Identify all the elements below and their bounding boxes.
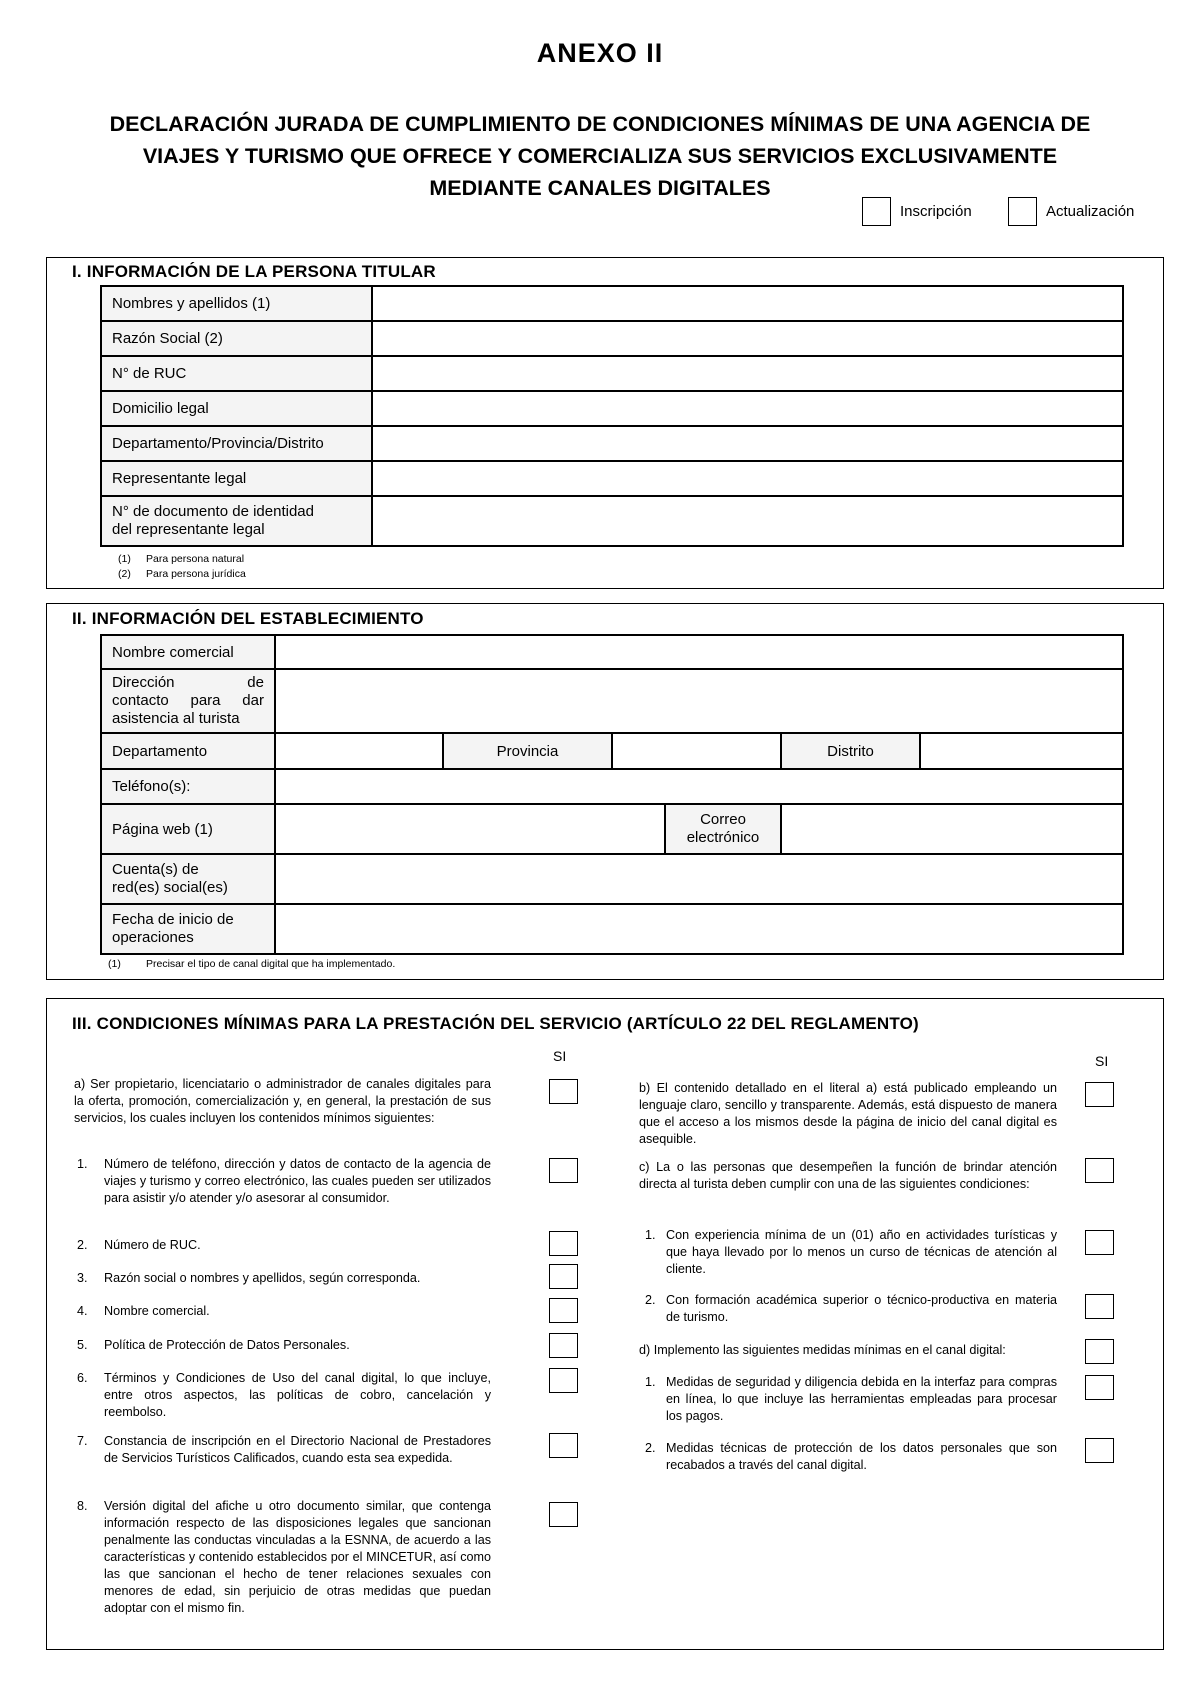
- ruc-field[interactable]: [372, 356, 1123, 391]
- label-direccion-line-1: Dirección de: [112, 674, 264, 691]
- note2-text: Para persona jurídica: [146, 568, 246, 580]
- condition-a4-checkbox[interactable]: [549, 1298, 578, 1323]
- label-redes-line-1: Cuenta(s) de: [112, 861, 199, 878]
- label-distrito: Distrito: [781, 733, 920, 769]
- condition-a: a) Ser propietario, licenciatario o administrador de canales digitales para la oferta, promoción, comercialización y, en general, la prestación de sus servicios, los cuales incluyen los contenidos mínimos siguientes:: [74, 1077, 491, 1125]
- label-pagina-web: Página web (1): [101, 804, 275, 854]
- condition-a3-checkbox[interactable]: [549, 1264, 578, 1289]
- item-number: 7.: [77, 1434, 88, 1448]
- item-number: 1.: [645, 1375, 656, 1389]
- label-correo: [665, 804, 781, 854]
- condition-a2-checkbox[interactable]: [549, 1231, 578, 1256]
- label-telefonos: Teléfono(s):: [101, 769, 275, 804]
- item-text: Razón social o nombres y apellidos, según corresponda.: [104, 1271, 421, 1285]
- condition-a8-checkbox[interactable]: [549, 1502, 578, 1527]
- label-ruc: N° de RUC: [101, 356, 372, 391]
- direccion-contacto-field[interactable]: [275, 669, 1123, 733]
- subtitle-line-2: VIAJES Y TURISMO QUE OFRECE Y COMERCIALIZA SUS SERVICIOS EXCLUSIVAMENTE: [142, 144, 1058, 168]
- condition-a-item-4: [74, 1303, 491, 1320]
- label-redes-sociales: [101, 854, 275, 904]
- condition-a-item-6: [74, 1370, 491, 1421]
- label-documento-line-1: N° de documento de identidad: [112, 503, 314, 520]
- label-direccion-line-3: asistencia al turista: [112, 710, 240, 727]
- condition-a-item-3: [74, 1270, 491, 1287]
- label-nombre-comercial: Nombre comercial: [101, 635, 275, 669]
- condition-c: c) La o las personas que desempeñen la función de brindar atención directa al turista deben cumplir con una de las siguientes condiciones:: [639, 1160, 1057, 1191]
- item-number: 8.: [77, 1499, 88, 1513]
- option-actualizacion[interactable]: [1008, 196, 1134, 226]
- condition-c-checkbox[interactable]: [1085, 1158, 1114, 1183]
- telefonos-field[interactable]: [275, 769, 1123, 804]
- document-subtitle: [60, 108, 1140, 204]
- section1-title: I. INFORMACIÓN DE LA PERSONA TITULAR: [72, 262, 436, 281]
- redes-sociales-field[interactable]: [275, 854, 1123, 904]
- persona-titular-table: [100, 285, 1124, 547]
- label-provincia: Provincia: [443, 733, 612, 769]
- item-text: Versión digital del afiche u otro documento similar, que contenga información respecto de las disposiciones legales que sancionan penalmente las conductas vinculadas a la ESNNA, de acuerdo a las características y contenido establecidos por el MINCETUR, así como las que sancionan el hecho de tener relaciones sexuales con menores de edad, sin perjuicio de otras medidas que puedan adoptar con el mismo fin.: [104, 1499, 491, 1615]
- condition-a-item-7: [74, 1433, 491, 1467]
- item-number: 2.: [77, 1238, 88, 1252]
- section2-note-text: Precisar el tipo de canal digital que ha implementado.: [146, 958, 396, 970]
- condition-d-checkbox[interactable]: [1085, 1339, 1114, 1364]
- label-documento-identidad: [101, 496, 372, 546]
- label-direccion-line-2: contacto para dar: [112, 692, 264, 709]
- condition-a5-checkbox[interactable]: [549, 1333, 578, 1358]
- actualizacion-checkbox[interactable]: [1008, 197, 1037, 226]
- item-number: 1.: [645, 1228, 656, 1242]
- label-fecha-inicio: [101, 904, 275, 954]
- item-text: Términos y Condiciones de Uso del canal digital, lo que incluye, entre otros aspectos, las políticas de cobro, cancelación y reembolso.: [104, 1371, 491, 1419]
- option-inscripcion[interactable]: [862, 196, 972, 226]
- item-number: 5.: [77, 1338, 88, 1352]
- note2-number: (2): [118, 568, 131, 580]
- note1-number: (1): [118, 553, 131, 565]
- item-text: Número de teléfono, dirección y datos de contacto de la agencia de viajes y turismo y correo electrónico, las cuales pueden ser utilizados para asistir y/o atender y/o asesorar al consumidor.: [104, 1157, 491, 1205]
- representante-field[interactable]: [372, 461, 1123, 496]
- condition-a1-checkbox[interactable]: [549, 1158, 578, 1183]
- condition-d-item-2: [639, 1440, 1057, 1474]
- subtitle-line-1: DECLARACIÓN JURADA DE CUMPLIMIENTO DE CONDICIONES MÍNIMAS DE UNA AGENCIA DE: [109, 112, 1091, 136]
- ubicacion-field[interactable]: [372, 426, 1123, 461]
- condition-a-item-2: [74, 1237, 491, 1254]
- label-redes-line-2: red(es) social(es): [112, 879, 228, 896]
- establecimiento-table: [100, 634, 1124, 955]
- condition-c-item-2: [639, 1292, 1057, 1326]
- si-header-left: SI: [553, 1048, 567, 1064]
- condition-b: b) El contenido detallado en el literal a) está publicado empleando un lenguaje claro, sencillo y transparente. Además, está dispuesto de manera que el acceso a los mismos desde la página de inicio del canal digital es asequible.: [639, 1081, 1057, 1146]
- si-header-right: SI: [1095, 1053, 1109, 1069]
- distrito-field[interactable]: [920, 733, 1123, 769]
- item-text: Con formación académica superior o técnico-productiva en materia de turismo.: [666, 1293, 1057, 1324]
- page-title: ANEXO II: [536, 38, 664, 68]
- inscripcion-label: Inscripción: [900, 202, 972, 220]
- label-nombres: Nombres y apellidos (1): [101, 286, 372, 321]
- condition-d1-checkbox[interactable]: [1085, 1375, 1114, 1400]
- item-text: Constancia de inscripción en el Directorio Nacional de Prestadores de Servicios Turísticos Calificados, cuando esta sea expedida.: [104, 1434, 491, 1465]
- correo-field[interactable]: [781, 804, 1123, 854]
- label-fecha-line-2: operaciones: [112, 929, 194, 946]
- label-correo-line-1: Correo: [700, 811, 746, 828]
- item-text: Política de Protección de Datos Personales.: [104, 1338, 350, 1352]
- condition-a-checkbox[interactable]: [549, 1079, 578, 1104]
- section1-notes: [118, 552, 246, 582]
- fecha-inicio-field[interactable]: [275, 904, 1123, 954]
- condition-a-item-1: [74, 1156, 491, 1207]
- inscripcion-checkbox[interactable]: [862, 197, 891, 226]
- condition-a-item-5: [74, 1337, 491, 1354]
- item-number: 3.: [77, 1271, 88, 1285]
- label-ubicacion: Departamento/Provincia/Distrito: [101, 426, 372, 461]
- item-text: Medidas de seguridad y diligencia debida en la interfaz para compras en línea, lo que incluye las herramientas empleadas para procesar los pagos.: [666, 1375, 1057, 1423]
- section2-title: II. INFORMACIÓN DEL ESTABLECIMIENTO: [72, 609, 424, 628]
- item-text: Con experiencia mínima de un (01) año en actividades turísticas y que haya llevado por lo menos un curso de técnicas de atención al cliente.: [666, 1228, 1057, 1276]
- departamento-field[interactable]: [275, 733, 443, 769]
- razon-social-field[interactable]: [372, 321, 1123, 356]
- label-razon-social: Razón Social (2): [101, 321, 372, 356]
- label-domicilio: Domicilio legal: [101, 391, 372, 426]
- condition-a7-checkbox[interactable]: [549, 1433, 578, 1458]
- item-text: Medidas técnicas de protección de los datos personales que son recabados a través del canal digital.: [666, 1441, 1057, 1472]
- section2-note-number: (1): [108, 958, 121, 970]
- item-number: 1.: [77, 1157, 88, 1171]
- item-text: Nombre comercial.: [104, 1304, 210, 1318]
- label-departamento: Departamento: [101, 733, 275, 769]
- label-documento-line-2: del representante legal: [112, 521, 265, 538]
- condition-a-item-8: [74, 1498, 491, 1617]
- condition-d2-checkbox[interactable]: [1085, 1438, 1114, 1463]
- condition-c-item-1: [639, 1227, 1057, 1278]
- label-representante: Representante legal: [101, 461, 372, 496]
- documento-identidad-field[interactable]: [372, 496, 1123, 546]
- condition-c1-checkbox[interactable]: [1085, 1230, 1114, 1255]
- condition-a6-checkbox[interactable]: [549, 1368, 578, 1393]
- condition-b-checkbox[interactable]: [1085, 1082, 1114, 1107]
- actualizacion-label: Actualización: [1046, 202, 1135, 220]
- domicilio-field[interactable]: [372, 391, 1123, 426]
- condition-d-item-1: [639, 1374, 1057, 1425]
- label-direccion-contacto: [101, 669, 275, 733]
- item-number: 4.: [77, 1304, 88, 1318]
- subtitle-line-3: MEDIANTE CANALES DIGITALES: [429, 176, 771, 200]
- nombres-field[interactable]: [372, 286, 1123, 321]
- label-fecha-line-1: Fecha de inicio de: [112, 911, 234, 928]
- item-text: Número de RUC.: [104, 1238, 201, 1252]
- item-number: 2.: [645, 1293, 656, 1307]
- condition-d: d) Implemento las siguientes medidas mínimas en el canal digital:: [639, 1343, 1006, 1357]
- pagina-web-field[interactable]: [275, 804, 665, 854]
- label-correo-line-2: electrónico: [686, 829, 760, 846]
- note1-text: Para persona natural: [146, 553, 245, 565]
- nombre-comercial-field[interactable]: [275, 635, 1123, 669]
- section3-title: III. CONDICIONES MÍNIMAS PARA LA PRESTACIÓN DEL SERVICIO (ARTÍCULO 22 DEL REGLAMENTO): [72, 1014, 919, 1033]
- condition-c2-checkbox[interactable]: [1085, 1294, 1114, 1319]
- section2-note: [108, 957, 395, 972]
- item-number: 2.: [645, 1441, 656, 1455]
- item-number: 6.: [77, 1371, 88, 1385]
- provincia-field[interactable]: [612, 733, 781, 769]
